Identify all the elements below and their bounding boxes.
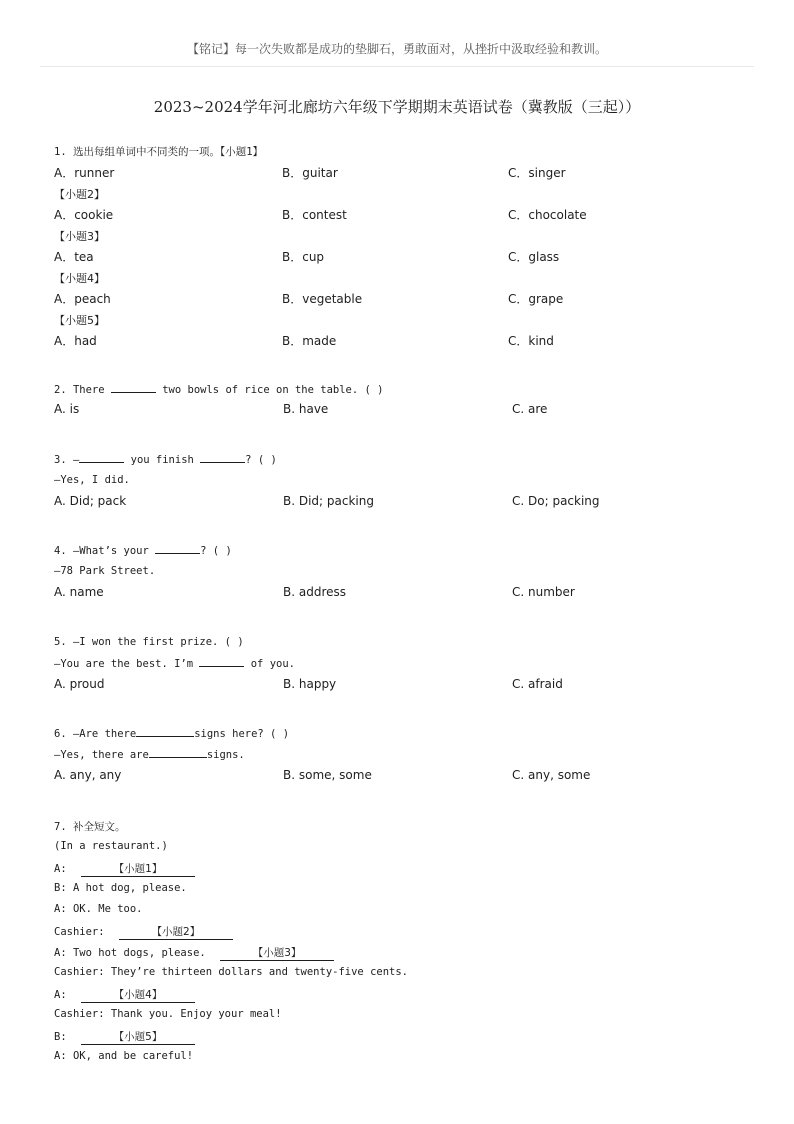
q7-blank-4[interactable]: 【小题4】 [81,987,195,1003]
page-title: 2023~2024学年河北廊坊六年级下学期期末英语试卷（冀教版（三起）） [153,98,641,116]
q5-reply-post: of you. [250,658,295,670]
header-motto: 【铭记】每一次失败都是成功的垫脚石，勇敢面对，从挫折中汲取经验和教训。 [186,42,607,56]
q2-option-b[interactable]: B. have [283,402,329,416]
q7-blank-1[interactable]: 【小题1】 [81,861,195,877]
q1-stem: 1. 选出每组单词中不同类的一项。【小题1】 [54,146,264,158]
q7-line-4-speaker: Cashier: [54,926,105,938]
q6-reply-post: signs. [206,749,245,761]
q1-4-option-c[interactable]: C．grape [508,292,564,306]
q3-stem-mid: you finish [130,454,194,466]
q3-option-c[interactable]: C. Do; packing [512,494,600,508]
q3-blank-1 [79,453,124,463]
q1-4-option-a[interactable]: A．peach [54,292,111,306]
q7-line-2: B: A hot dog, please. [54,882,187,894]
q7-line-1 [54,861,195,877]
q5-reply-pre: —You are the best. I’m [54,658,194,670]
q6-option-c[interactable]: C. any, some [512,768,591,782]
q7-blank-5[interactable]: 【小题5】 [81,1029,195,1045]
q6-blank-1 [136,727,194,737]
q7-line-1-speaker: A: [54,863,67,875]
q4-blank [155,544,200,554]
q4-option-c[interactable]: C. number [512,585,575,599]
q1-4-option-b[interactable]: B．vegetable [282,292,363,306]
q2-stem-pre: 2. There [54,384,105,396]
q2-option-c[interactable]: C. are [512,402,548,416]
q6-stem-pre: 6. —Are there [54,728,137,740]
q1-2-label: 【小题2】 [54,188,105,201]
q7-line-5-text: A: Two hot dogs, please. [54,947,206,959]
q6-option-a[interactable]: A. any, any [54,768,122,782]
q1-3-label: 【小题3】 [54,230,105,243]
q7-line-5 [54,945,334,961]
q7-line-8: Cashier: Thank you. Enjoy your meal! [54,1008,282,1020]
q7-line-3: A: OK. Me too. [54,903,143,915]
q5-option-b[interactable]: B. happy [283,677,337,691]
q3-stem [54,453,277,466]
q5-blank [199,657,244,667]
q3-option-b[interactable]: B. Did; packing [283,494,374,508]
q6-reply [54,748,245,761]
q1-5-label: 【小题5】 [54,314,105,327]
q4-stem [54,544,232,557]
q6-blank-2 [149,748,207,758]
q1-5-option-b[interactable]: B．made [282,334,337,348]
q1-1-option-a[interactable]: A．runner [54,166,115,180]
q2-blank [111,383,156,393]
q4-stem-post: ? ( ) [200,545,232,557]
q3-option-a[interactable]: A. Did; pack [54,494,127,508]
q3-reply: —Yes, I did. [54,474,130,486]
q7-line-7-speaker: A: [54,989,67,1001]
q1-3-option-a[interactable]: A．tea [54,250,94,264]
q5-stem: 5. —I won the first prize. ( ) [54,636,244,648]
q7-line-9 [54,1029,195,1045]
q4-option-b[interactable]: B. address [283,585,347,599]
q4-stem-pre: 4. —What’s your [54,545,149,557]
q6-option-b[interactable]: B. some, some [283,768,372,782]
q5-reply [54,657,295,670]
q2-stem-post: two bowls of rice on the table. ( ) [162,384,384,396]
q4-option-a[interactable]: A. name [54,585,104,599]
header-divider [40,66,754,67]
q6-reply-pre: —Yes, there are [54,749,149,761]
q6-stem-post: signs here? ( ) [194,728,290,740]
q7-stem: 7. 补全短文。 [54,821,126,833]
q7-line-4 [54,924,233,940]
q5-option-c[interactable]: C. afraid [512,677,563,691]
q7-line-10: A: OK, and be careful! [54,1050,194,1062]
q7-blank-3[interactable]: 【小题3】 [220,945,334,961]
q7-line-9-speaker: B: [54,1031,67,1043]
q1-5-option-a[interactable]: A．had [54,334,97,348]
q3-stem-pre: 3. — [54,454,80,466]
q1-3-option-b[interactable]: B．cup [282,250,325,264]
q2-stem [54,383,384,396]
q1-5-option-c[interactable]: C．kind [508,334,554,348]
q7-line-6: Cashier: They’re thirteen dollars and twenty-five cents. [54,966,409,978]
q1-3-option-c[interactable]: C．glass [508,250,560,264]
q1-2-option-b[interactable]: B．contest [282,208,347,222]
q7-blank-2[interactable]: 【小题2】 [119,924,233,940]
q2-option-a[interactable]: A. is [54,402,80,416]
q3-stem-post: ? ( ) [245,454,277,466]
q1-4-label: 【小题4】 [54,272,105,285]
q5-option-a[interactable]: A. proud [54,677,105,691]
q1-1-option-b[interactable]: B．guitar [282,166,338,180]
q7-context: (In a restaurant.) [54,840,168,852]
q1-2-option-c[interactable]: C．chocolate [508,208,587,222]
q1-2-option-a[interactable]: A．cookie [54,208,114,222]
q3-blank-2 [200,453,245,463]
q4-reply: —78 Park Street. [54,565,156,577]
q1-1-option-c[interactable]: C．singer [508,166,566,180]
q7-line-7 [54,987,195,1003]
q6-stem [54,727,289,740]
